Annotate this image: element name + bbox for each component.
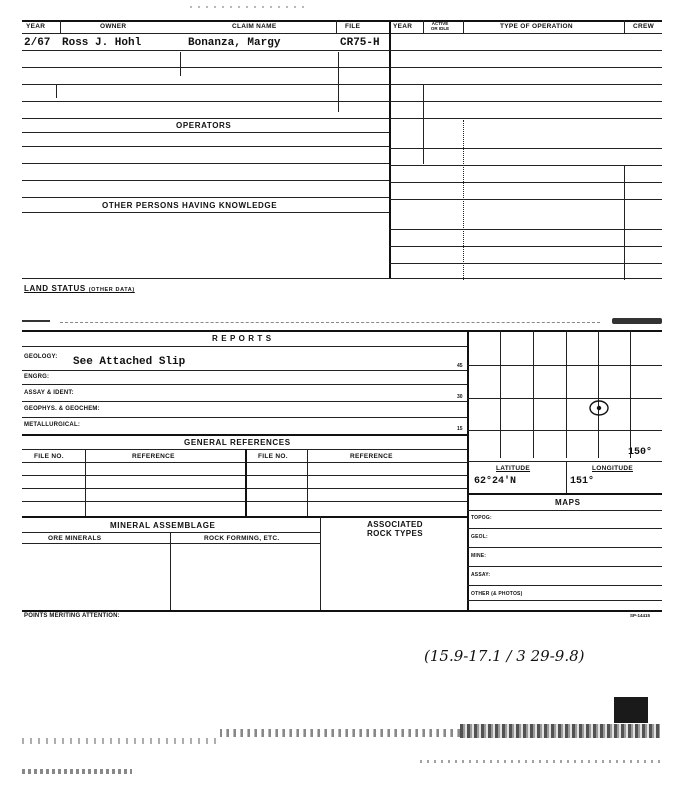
engrg-label: ENGRG: bbox=[24, 374, 50, 380]
mineral-rule-2 bbox=[22, 543, 320, 544]
faint-mark-1 bbox=[180, 52, 181, 76]
left-row-rule-11 bbox=[22, 212, 389, 213]
record-owner: Ross J. Hohl bbox=[62, 37, 142, 49]
scan-noise-band-3 bbox=[22, 738, 222, 744]
grid-h-3 bbox=[467, 430, 662, 431]
col-year: YEAR bbox=[26, 23, 46, 30]
topog-label: TOPOG: bbox=[471, 515, 492, 521]
mineral-div-main bbox=[320, 516, 321, 610]
ref-col-reference-1: REFERENCE bbox=[132, 453, 175, 460]
location-mark-icon bbox=[588, 398, 612, 418]
longitude-value: 151° bbox=[570, 476, 595, 487]
maps-rule-1 bbox=[467, 528, 662, 529]
grid-v-1 bbox=[500, 330, 501, 458]
metallurgical-label: METALLURGICAL: bbox=[24, 422, 81, 428]
maps-rule-5 bbox=[467, 600, 662, 601]
faint-mark-2 bbox=[56, 84, 57, 98]
tick-150-label: 150° bbox=[628, 447, 653, 458]
operators-heading: OPERATORS bbox=[176, 121, 232, 130]
geology-value: See Attached Slip bbox=[73, 356, 186, 368]
left-row-rule-3 bbox=[22, 84, 389, 85]
points-meriting-attention: POINTS MERITING ATTENTION: bbox=[24, 613, 120, 619]
hdr-div-5 bbox=[624, 20, 625, 33]
maps-heading: MAPS bbox=[555, 498, 581, 507]
geology-label: GEOLOGY: bbox=[24, 354, 58, 360]
refs-div-2 bbox=[245, 449, 247, 516]
latlon-divider bbox=[566, 461, 567, 493]
scan-noise-top bbox=[190, 6, 310, 8]
form-number: SP-14415 bbox=[630, 613, 651, 618]
header-bottom-rule bbox=[22, 33, 662, 34]
reports-bottom-rule bbox=[22, 434, 467, 436]
margin-30: 30 bbox=[457, 394, 463, 400]
hdr-div-4 bbox=[463, 20, 464, 33]
geophys-geochem-label: GEOPHYS. & GEOCHEM: bbox=[24, 406, 100, 412]
record-claim-name: Bonanza, Margy bbox=[188, 37, 281, 49]
scan-noise-band-5 bbox=[420, 760, 660, 763]
section-rule-land bbox=[22, 278, 662, 279]
left-row-rule-10 bbox=[22, 197, 389, 198]
maps-rule-0 bbox=[467, 510, 662, 511]
mine-label: MINE: bbox=[471, 553, 487, 559]
right-col-div-3 bbox=[624, 165, 625, 280]
right-row-rule-11 bbox=[389, 246, 662, 247]
assay-ident-label: ASSAY & IDENT: bbox=[24, 390, 74, 396]
latlon-top-rule bbox=[467, 461, 662, 462]
right-panel-divider bbox=[467, 330, 469, 610]
col-crew: CREW bbox=[633, 23, 655, 30]
rock-forming-label: ROCK FORMING, ETC. bbox=[204, 535, 280, 542]
faint-mark-3 bbox=[338, 52, 339, 112]
other-photos-label: OTHER (& PHOTOS) bbox=[471, 591, 523, 597]
reports-heading: R E P O R T S bbox=[212, 334, 272, 343]
handwritten-note: (15.9-17.1 / 3 29-9.8) bbox=[424, 647, 585, 665]
latitude-label: LATITUDE bbox=[496, 465, 531, 472]
assay-label: ASSAY: bbox=[471, 572, 491, 578]
reports-rule-4 bbox=[22, 417, 467, 418]
grid-v-4 bbox=[598, 330, 599, 458]
scan-noise-band-4 bbox=[22, 769, 132, 774]
grid-h-2 bbox=[467, 398, 662, 399]
col-owner: OWNER bbox=[100, 23, 127, 30]
refs-div-3 bbox=[307, 449, 308, 516]
scan-noise-band-1 bbox=[460, 724, 660, 738]
right-row-rule-5 bbox=[389, 118, 662, 119]
ref-col-file-no-2: FILE NO. bbox=[258, 453, 288, 460]
left-row-rule-6 bbox=[22, 132, 389, 133]
scan-smudge-left bbox=[22, 320, 50, 322]
hdr-div-1 bbox=[60, 20, 61, 33]
latlon-bottom-rule bbox=[467, 493, 662, 495]
left-row-rule-7 bbox=[22, 146, 389, 147]
left-row-rule-5 bbox=[22, 118, 389, 119]
right-row-rule-10 bbox=[389, 229, 662, 230]
col-type-of-operation: TYPE OF OPERATION bbox=[500, 23, 573, 30]
left-row-rule-4 bbox=[22, 101, 389, 102]
right-row-rule-1 bbox=[389, 50, 662, 51]
reports-rule-1 bbox=[22, 370, 467, 371]
scan-noise-band-2 bbox=[220, 729, 460, 737]
left-row-rule-1 bbox=[22, 50, 389, 51]
mineral-assemblage-heading: MINERAL ASSEMBLAGE bbox=[110, 521, 216, 530]
hdr-div-2 bbox=[336, 20, 337, 33]
bottom-form-rule bbox=[22, 610, 662, 612]
maps-rule-4 bbox=[467, 585, 662, 586]
left-row-rule-8 bbox=[22, 163, 389, 164]
grid-h-1 bbox=[467, 365, 662, 366]
reports-rule-2 bbox=[22, 384, 467, 385]
col-file: FILE bbox=[345, 23, 361, 30]
reports-rule-3 bbox=[22, 401, 467, 402]
ore-minerals-label: ORE MINERALS bbox=[48, 535, 102, 542]
top-border bbox=[22, 20, 662, 22]
margin-45: 45 bbox=[457, 363, 463, 369]
reports-top-rule bbox=[22, 346, 467, 347]
col-active-or-idle: ACTIVE OR IDLE bbox=[430, 21, 450, 31]
right-row-rule-8 bbox=[389, 182, 662, 183]
right-row-rule-7 bbox=[389, 165, 662, 166]
scan-black-block bbox=[614, 697, 648, 723]
associated-rock-types-heading: ASSOCIATED ROCK TYPES bbox=[366, 520, 423, 538]
record-file: CR75-H bbox=[340, 37, 380, 49]
left-row-rule-2 bbox=[22, 67, 389, 68]
left-row-rule-9 bbox=[22, 180, 389, 181]
latitude-value: 62°24'N bbox=[474, 476, 517, 487]
col-year-2: YEAR bbox=[393, 23, 413, 30]
maps-rule-2 bbox=[467, 547, 662, 548]
right-row-rule-2 bbox=[389, 67, 662, 68]
refs-div-1 bbox=[85, 449, 86, 516]
scan-dash-line bbox=[60, 322, 600, 323]
col-claim-name: CLAIM NAME bbox=[232, 23, 277, 30]
middle-divider bbox=[389, 20, 391, 278]
right-col-div-1 bbox=[423, 84, 424, 164]
mineral-rule-1 bbox=[22, 532, 320, 533]
scan-smudge-right bbox=[612, 318, 662, 324]
right-row-rule-9 bbox=[389, 199, 662, 200]
general-references-heading: GENERAL REFERENCES bbox=[184, 438, 291, 447]
grid-v-2 bbox=[533, 330, 534, 458]
right-row-rule-12 bbox=[389, 263, 662, 264]
land-status-heading: LAND STATUS (OTHER DATA) bbox=[24, 284, 135, 293]
right-row-rule-4 bbox=[389, 101, 662, 102]
maps-rule-3 bbox=[467, 566, 662, 567]
ref-col-file-no-1: FILE NO. bbox=[34, 453, 64, 460]
longitude-label: LONGITUDE bbox=[592, 465, 633, 472]
right-row-rule-6 bbox=[389, 148, 662, 149]
record-year: 2/67 bbox=[24, 37, 51, 49]
grid-v-3 bbox=[566, 330, 567, 458]
margin-15: 15 bbox=[457, 426, 463, 432]
right-row-rule-3 bbox=[389, 84, 662, 85]
right-col-div-2 bbox=[463, 120, 464, 280]
hdr-div-3 bbox=[423, 20, 424, 33]
geol-label: GEOL: bbox=[471, 534, 488, 540]
refs-bottom-rule bbox=[22, 516, 467, 518]
grid-v-5 bbox=[630, 330, 631, 458]
other-persons-heading: OTHER PERSONS HAVING KNOWLEDGE bbox=[102, 201, 278, 210]
ref-col-reference-2: REFERENCE bbox=[350, 453, 393, 460]
